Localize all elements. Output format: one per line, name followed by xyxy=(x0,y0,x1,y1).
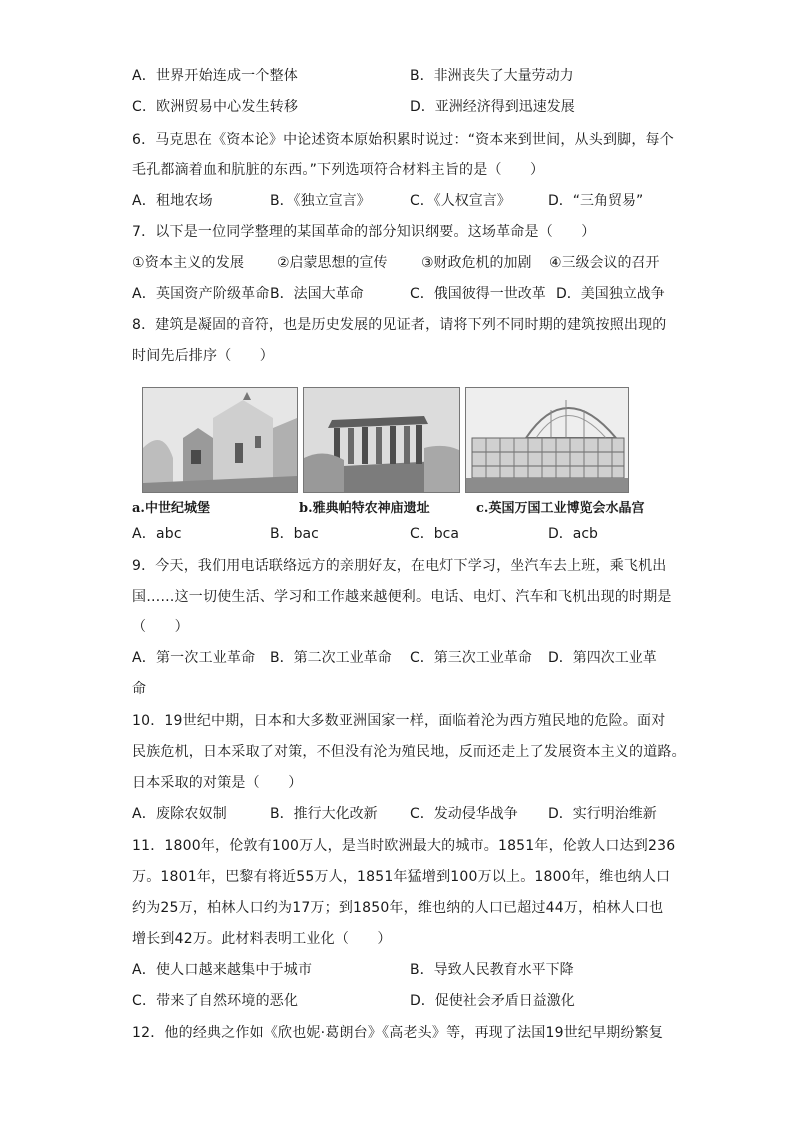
q6-option-a: A．租地农场 xyxy=(132,193,213,209)
q11-stem-line2: 万。1801年，巴黎有将近55万人，1851年猛增到100万以上。1800年，维也纳人口 xyxy=(132,869,671,885)
q11-option-b: B．导致人民教育水平下降 xyxy=(410,962,574,978)
q8-option-c: C．bca xyxy=(410,526,459,542)
photo-a-caption: a.中世纪城堡 xyxy=(132,501,210,516)
q7-option-d: D．美国独立战争 xyxy=(556,286,665,302)
q7-option-c: C．俄国彼得一世改革 xyxy=(410,286,546,302)
q11-stem-line1: 11．1800年，伦敦有100万人，是当时欧洲最大的城市。1851年，伦敦人口达到236 xyxy=(132,838,676,854)
q10-option-a: A．废除农奴制 xyxy=(132,806,227,822)
crystal-palace-photo xyxy=(465,387,629,493)
q11-option-a: A．使人口越来越集中于城市 xyxy=(132,962,313,978)
q6-stem-line1: 6．马克思在《资本论》中论述资本原始积累时说过：“资本来到世间，从头到脚，每个 xyxy=(132,132,674,148)
q8-option-a: A．abc xyxy=(132,526,182,542)
q7-item-3: ③财政危机的加剧 xyxy=(421,255,532,271)
q10-stem-line2: 民族危机，日本采取了对策，不但没有沦为殖民地，反而还走上了发展资本主义的道路。 xyxy=(132,744,686,760)
photo-c-caption: c.英国万国工业博览会水晶宫 xyxy=(476,501,645,516)
q7-item-4: ④三级会议的召开 xyxy=(549,255,660,271)
q10-option-d: D．实行明治维新 xyxy=(548,806,657,822)
q8-stem-line2: 时间先后排序（ ） xyxy=(132,348,274,364)
q10-option-c: C．发动侵华战争 xyxy=(410,806,518,822)
q9-option-a: A．第一次工业革命 xyxy=(132,650,256,666)
q6-option-b: B．《独立宣言》 xyxy=(270,193,371,209)
q6-option-c: C．《人权宣言》 xyxy=(410,193,511,209)
q11-stem-line3: 约为25万，柏林人口约为17万；到1850年，维也纳的人口已超过44万，柏林人口也 xyxy=(132,900,664,916)
q11-stem-line4: 增长到42万。此材料表明工业化（ ） xyxy=(132,931,392,947)
q10-option-b: B．推行大化改新 xyxy=(270,806,378,822)
q8-option-d: D．acb xyxy=(548,526,598,542)
q9-option-b: B．第二次工业革命 xyxy=(270,650,392,666)
q8-option-b: B．bac xyxy=(270,526,319,542)
medieval-castle-photo xyxy=(142,387,298,493)
photo-b-caption: b.雅典帕特农神庙遗址 xyxy=(299,501,430,516)
q10-stem-line1: 10．19世纪中期，日本和大多数亚洲国家一样，面临着沦为西方殖民地的危险。面对 xyxy=(132,713,666,729)
parthenon-ruins-photo xyxy=(303,387,460,493)
q9-stem-line3: （ ） xyxy=(132,619,189,635)
q12-stem-line1: 12．他的经典之作如《欣也妮·葛朗台》《高老头》等，再现了法国19世纪早期纷繁复 xyxy=(132,1025,664,1041)
q9-stem-line1: 9．今天，我们用电话联络远方的亲朋好友，在电灯下学习，坐汽车去上班，乘飞机出 xyxy=(132,558,667,574)
q10-stem-line3: 日本采取的对策是（ ） xyxy=(132,775,303,791)
q9-stem-line2: 国……这一切使生活、学习和工作越来越便利。电话、电灯、汽车和飞机出现的时期是 xyxy=(132,589,672,605)
q6-option-d: D．“三角贸易” xyxy=(548,193,644,209)
q7-stem: 7．以下是一位同学整理的某国革命的部分知识纲要。这场革命是（ ） xyxy=(132,224,596,240)
q7-item-1: ①资本主义的发展 xyxy=(132,255,245,271)
q6-stem-line2: 毛孔都滴着血和肮脏的东西。”下列选项符合材料主旨的是（ ） xyxy=(132,162,545,178)
q9-option-d-wrap: 命 xyxy=(132,681,147,697)
q7-item-2: ②启蒙思想的宣传 xyxy=(277,255,388,271)
q8-stem-line1: 8．建筑是凝固的音符，也是历史发展的见证者，请将下列不同时期的建筑按照出现的 xyxy=(132,317,667,333)
q7-option-a: A．英国资产阶级革命 xyxy=(132,286,270,302)
q5-option-c: C．欧洲贸易中心发生转移 xyxy=(132,99,299,115)
q9-option-c: C．第三次工业革命 xyxy=(410,650,532,666)
q5-option-d: D．亚洲经济得到迅速发展 xyxy=(410,99,575,115)
q11-option-d: D．促使社会矛盾日益激化 xyxy=(410,993,575,1009)
q11-option-c: C．带来了自然环境的恶化 xyxy=(132,993,299,1009)
q5-option-b: B．非洲丧失了大量劳动力 xyxy=(410,68,574,84)
q5-option-a: A．世界开始连成一个整体 xyxy=(132,68,298,84)
q7-option-b: B．法国大革命 xyxy=(270,286,364,302)
q9-option-d: D．第四次工业革 xyxy=(548,650,657,666)
